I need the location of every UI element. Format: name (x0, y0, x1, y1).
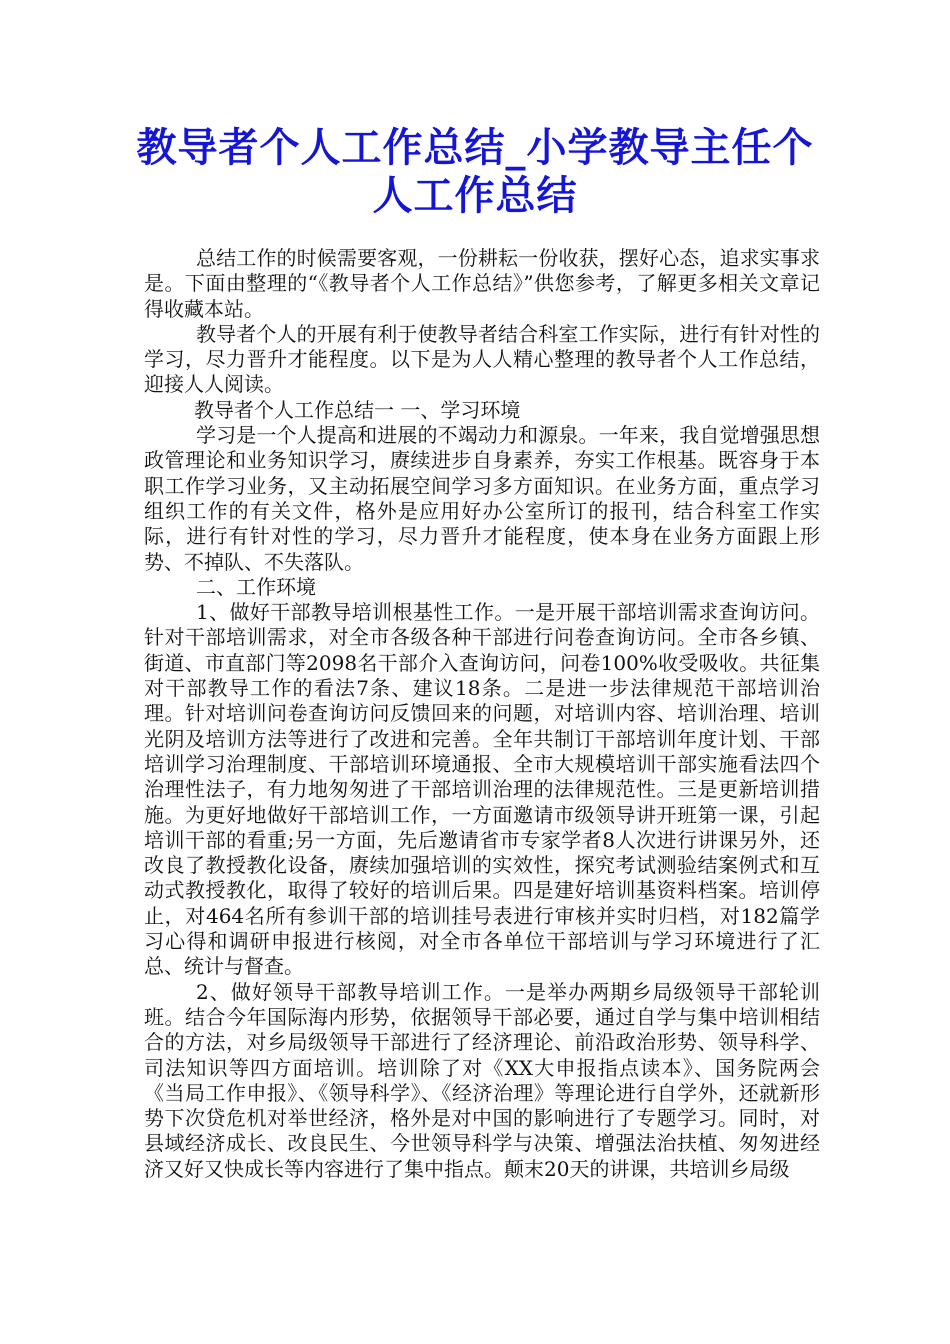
work-item-1-paragraph: 1、做好干部教导培训根基性工作。一是开展干部培训需求查询访问。针对干部培训需求，对全市各级各种干部进行问卷查询访问。全市各乡镇、街道、市直部门等2098名干部介入查询访问，问卷100%收受吸收。共征集对干部教导工作的看法7条、建议18条。二是进一步法律规范干部培训治理。针对培训问卷查询访问反馈回来的问题，对培训内容、培训治理、培训光阴及培训方法等进行了改进和完善。全年共制订干部培训年度计划、干部培训学习治理制度、干部培训环境通报、全市大规模培训干部实施看法四个治理性法子，有力地匆匆进了干部培训治理的法律规范性。三是更新培训措施。为更好地做好干部培训工作，一方面邀请市级领导讲开班第一课，引起培训干部的看重;另一方面，先后邀请省市专家学者8人次进行讲课另外，还改良了教授教化设备，赓续加强培训的实效性，探究考试测验结案例式和互动式教授教化，取得了较好的培训后果。四是建好培训基资料档案。培训停止，对464名所有参训干部的培训挂号表进行审核并实时归档，对182篇学习心得和调研申报进行核阅，对全市各单位干部培训与学习环境进行了汇总、统计与督查。 (144, 600, 820, 979)
section-heading-work: 二、工作环境 (196, 574, 316, 599)
study-paragraph: 学习是一个人提高和进展的不竭动力和源泉。一年来，我自觉增强思想政管理论和业务知识学习，赓续进步自身素养，夯实工作根基。既容身于本职工作学习业务，又主动拓展空间学习多方面知识。在业务方面，重点学习组织工作的有关文件，格外是应用好办公室所订的报刊，结合科室工作实际，进行有针对性的学习，尽力晋升才能程度，使本身在业务方面跟上形势、不掉队、不失落队。 (144, 423, 820, 574)
work-item-2-paragraph: 2、做好领导干部教导培训工作。一是举办两期乡局级领导干部轮训班。结合今年国际海内形势，依据领导干部必要，通过自学与集中培训相结合的方法，对乡局级领导干部进行了经济理论、前沿政治形势、领导科学、司法知识等四方面培训。培训除了对《XX大申报指点读本》、国务院两会《当局工作申报》、《领导科学》、《经济治理》等理论进行自学外，还就新形势下次贷危机对举世经济，格外是对中国的影响进行了专题学习。同时，对县域经济成长、改良民生、今世领导科学与决策、增强法治扶植、匆匆进经济又好又快成长等内容进行了集中指点。颠末20天的讲课，共培训乡局级 (144, 979, 820, 1181)
intro-paragraph: 总结工作的时候需要客观，一份耕耘一份收获，摆好心态，追求实事求是。下面由整理的“《教导者个人工作总结》”供您参考，了解更多相关文章记得收藏本站。 (144, 246, 820, 321)
document-body (144, 246, 820, 1182)
intro-paragraph-2: 教导者个人的开展有利于使教导者结合科室工作实际，进行有针对性的学习，尽力晋升才能程度。以下是为人人精心整理的教导者个人工作总结，迎接人人阅读。 (144, 321, 820, 397)
section-heading-summary-one: 教导者个人工作总结一 一、学习环境 (194, 397, 521, 422)
document-title: 教导者个人工作总结_小学教导主任个人工作总结 (136, 124, 814, 219)
